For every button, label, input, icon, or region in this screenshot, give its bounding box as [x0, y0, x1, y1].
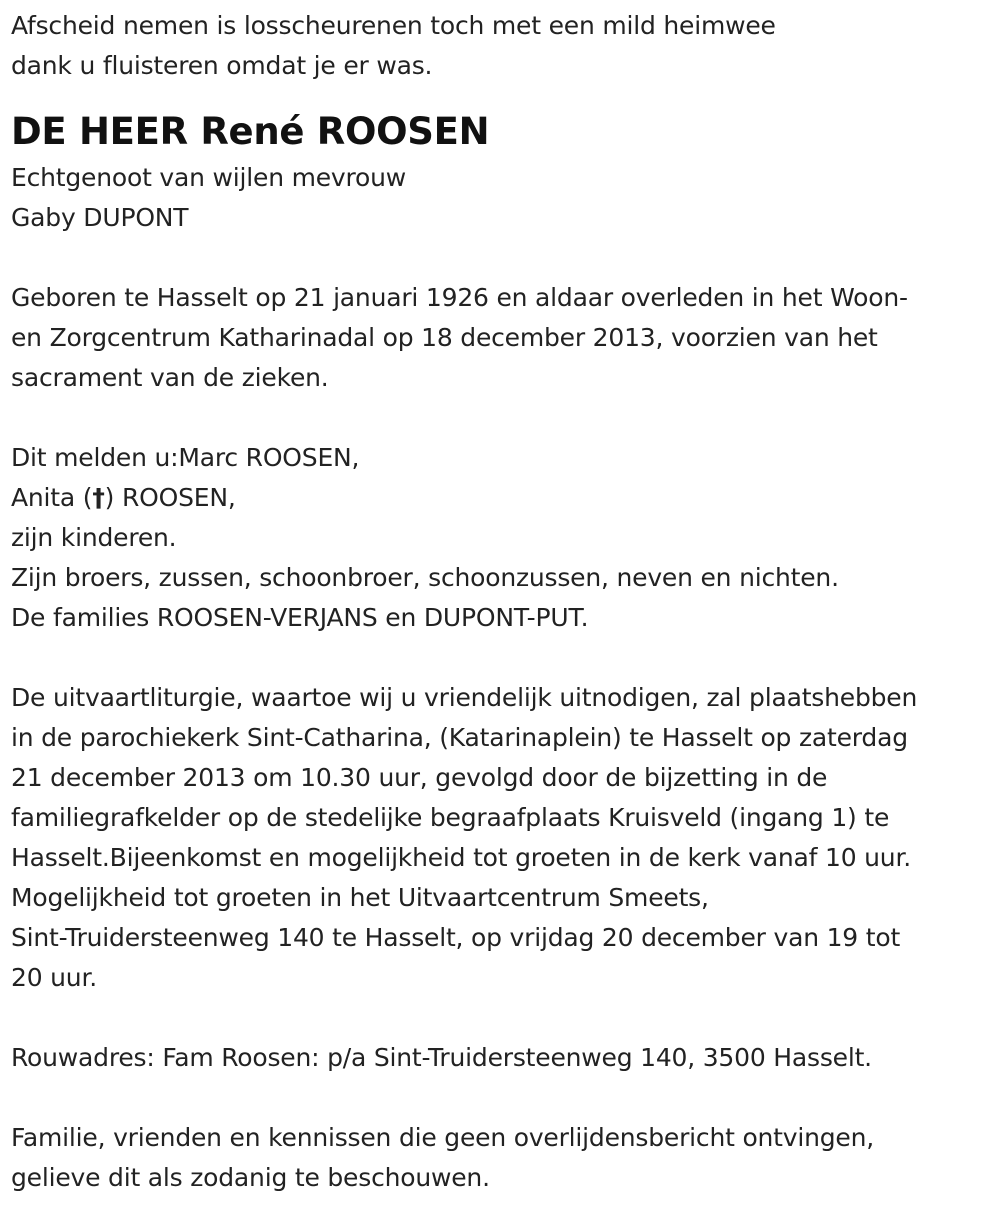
- cross-icon: †: [92, 483, 105, 512]
- funeral-line: De uitvaartliturgie, waartoe wij u vriendelijk uitnodigen, zal plaatshebben: [11, 683, 918, 712]
- funeral-line: in de parochiekerk Sint-Catharina, (Katarinaplein) te Hasselt op zaterdag: [11, 723, 908, 752]
- spacer: [11, 638, 989, 678]
- address-block: [11, 1038, 989, 1078]
- funeral-block: [11, 678, 989, 998]
- funeral-line: Hasselt.Bijeenkomst en mogelijkheid tot groeten in de kerk vanaf 10 uur.: [11, 843, 911, 872]
- birth-death-line: en Zorgcentrum Katharinadal op 18 december 2013, voorzien van het: [11, 323, 878, 352]
- mourning-address: Rouwadres: Fam Roosen: p/a Sint-Truidersteenweg 140, 3500 Hasselt.: [11, 1043, 872, 1072]
- announcer-anita: [11, 478, 989, 518]
- birth-death-block: [11, 278, 989, 398]
- spacer: [11, 998, 989, 1038]
- closing-block: [11, 1118, 989, 1198]
- anita-prefix: Anita (: [11, 483, 93, 512]
- funeral-line: Mogelijkheid tot groeten in het Uitvaartcentrum Smeets,: [11, 883, 709, 912]
- spouse-line: Echtgenoot van wijlen mevrouw: [11, 163, 407, 192]
- spouse-block: [11, 158, 989, 238]
- poem-line: Afscheid nemen is losscheurenen toch met een mild heimwee: [11, 11, 776, 40]
- funeral-line: Sint-Truidersteenweg 140 te Hasselt, op vrijdag 20 december van 19 tot: [11, 923, 901, 952]
- funeral-line: 20 uur.: [11, 963, 97, 992]
- deceased-name: DE HEER René ROOSEN: [11, 110, 490, 153]
- funeral-line: 21 december 2013 om 10.30 uur, gevolgd door de bijzetting in de: [11, 763, 828, 792]
- announcer-line: De families ROOSEN-VERJANS en DUPONT-PUT.: [11, 603, 589, 632]
- closing-line: Familie, vrienden en kennissen die geen overlijdensbericht ontvingen,: [11, 1123, 875, 1152]
- spouse-name: Gaby DUPONT: [11, 203, 189, 232]
- birth-death-line: sacrament van de zieken.: [11, 363, 329, 392]
- poem-block: [11, 6, 989, 86]
- announcer-line: Dit melden u:Marc ROOSEN,: [11, 443, 360, 472]
- funeral-line: familiegrafkelder op de stedelijke begraafplaats Kruisveld (ingang 1) te: [11, 803, 890, 832]
- poem-line: dank u fluisteren omdat je er was.: [11, 51, 433, 80]
- announcer-line: Zijn broers, zussen, schoonbroer, schoonzussen, neven en nichten.: [11, 563, 839, 592]
- spacer: [11, 1078, 989, 1118]
- announcers-block: [11, 438, 989, 638]
- birth-death-line: Geboren te Hasselt op 21 januari 1926 en aldaar overleden in het Woon-: [11, 283, 908, 312]
- anita-suffix: ) ROOSEN,: [104, 483, 236, 512]
- spacer: [11, 238, 989, 278]
- closing-line: gelieve dit als zodanig te beschouwen.: [11, 1163, 490, 1192]
- announcer-line: zijn kinderen.: [11, 523, 177, 552]
- spacer: [11, 398, 989, 438]
